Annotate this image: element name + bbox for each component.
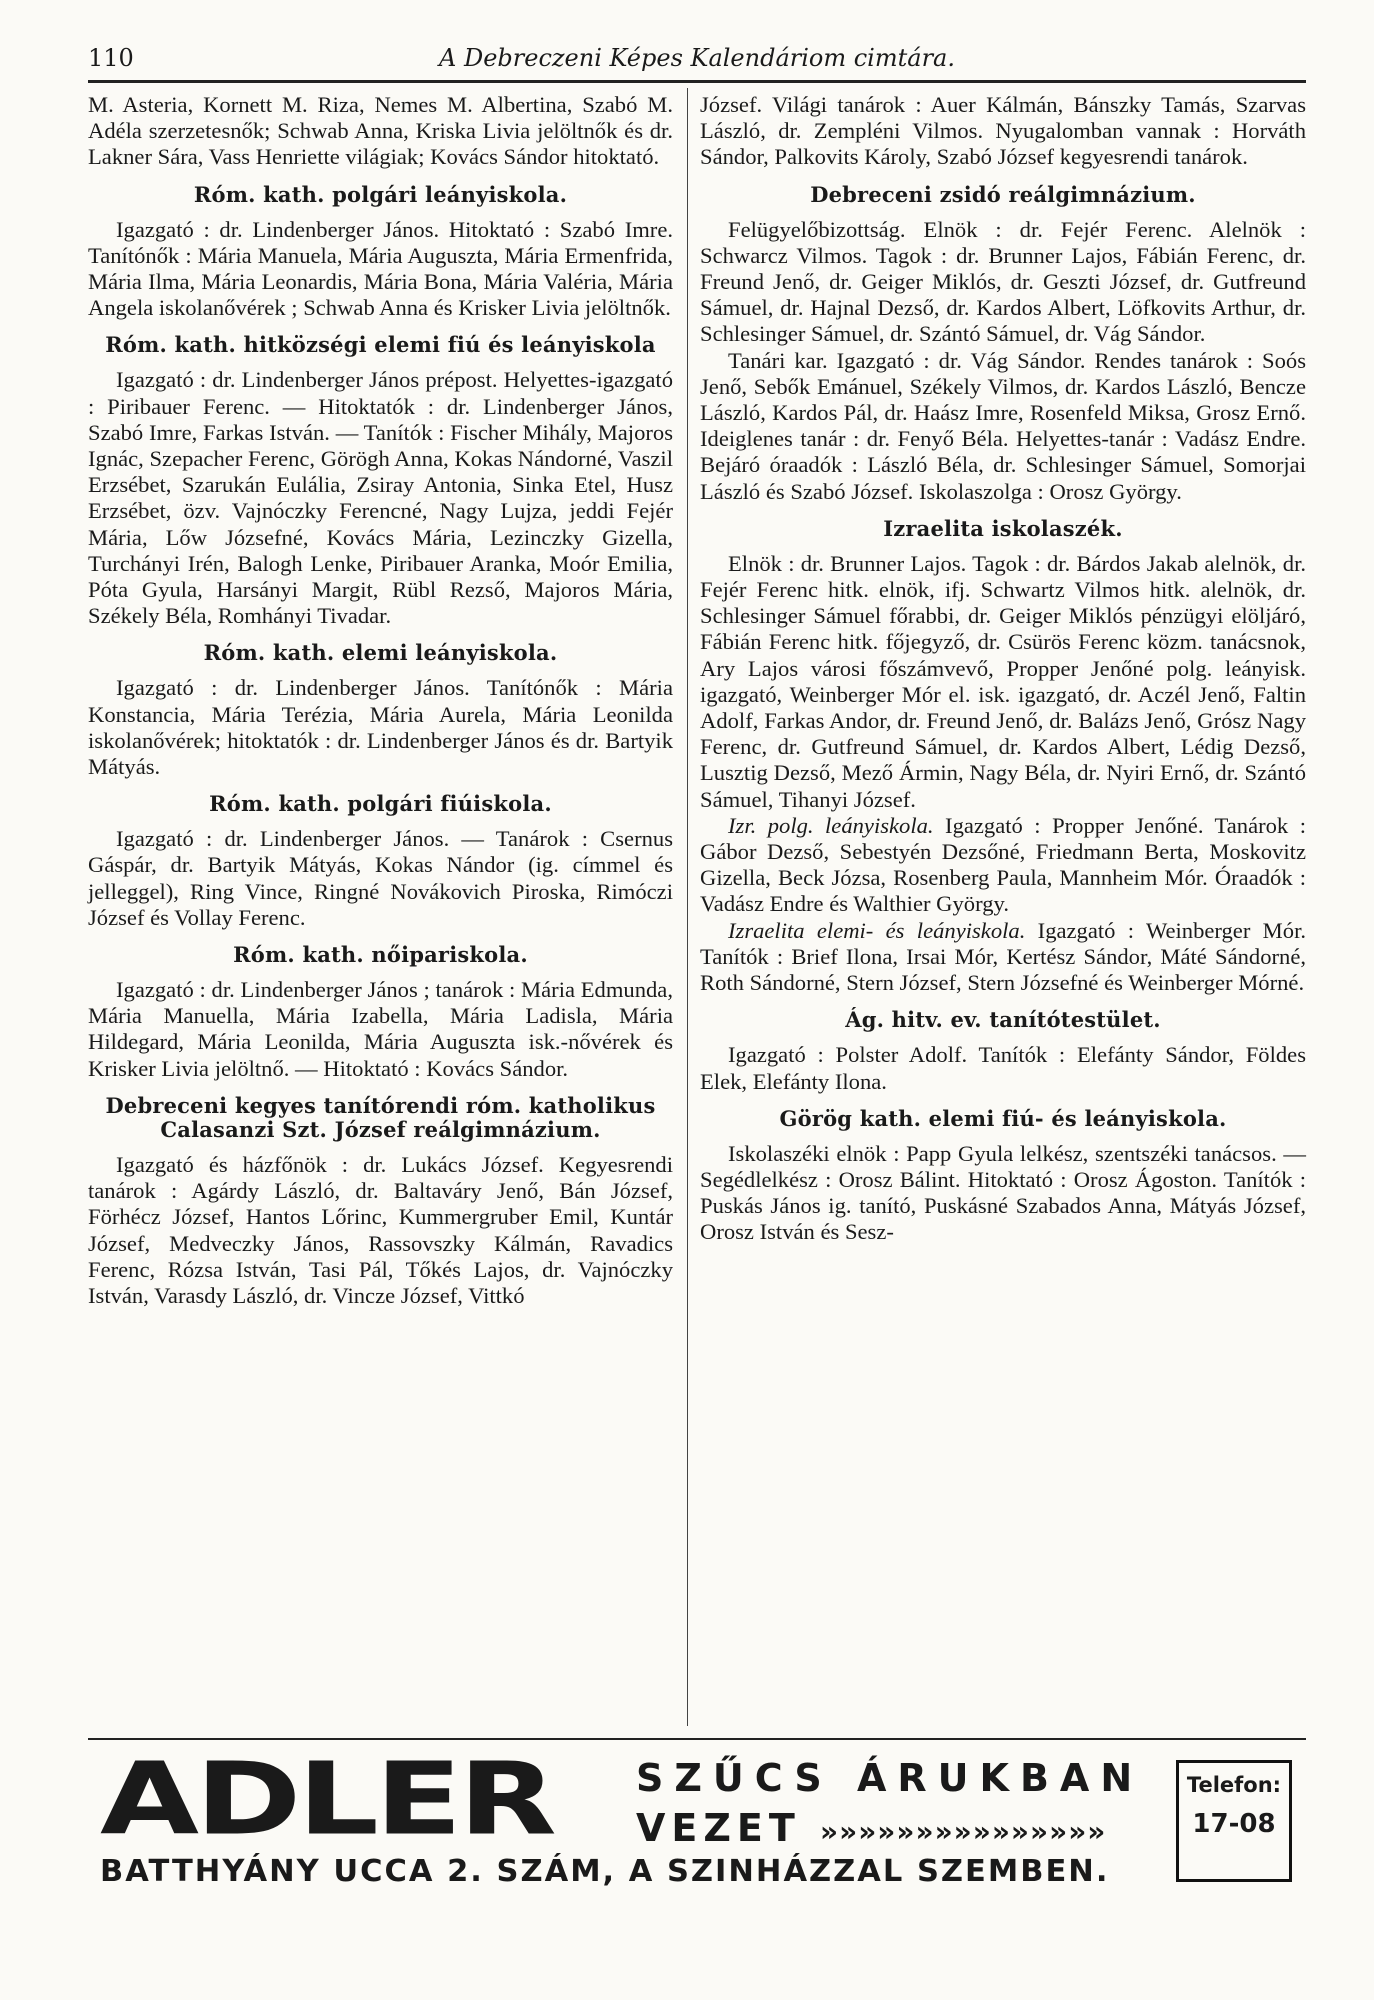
page-header [88, 40, 1306, 80]
ad-line-furs: SZŰCS ÁRUKBAN [636, 1756, 1144, 1800]
paragraph-lead: Izraelita elemi- és leányiskola. [728, 917, 1026, 943]
ad-phone-label: Telefon: [1186, 1773, 1282, 1797]
paragraph: József. Világi tanárok : Auer Kálmán, Bánszky Tamás, Szarvas László, dr. Zempléni Vilmos. Nyugalomban vannak : Horváth Sándor, Palkovits Károly, Szabó József kegyesrendi tanárok. [700, 92, 1306, 170]
paragraph: Elnök : dr. Brunner Lajos. Tagok : dr. Bárdos Jakab alelnök, dr. Fejér Ferenc hitk. elnök, ifj. Schwartz Vilmos hitk. alelnök, dr. Schlesinger Sámuel főrabbi, dr. Geiger Miklós pénzügyi elöljáró, Fábián Ferenc hitk. főjegyző, dr. Csürös Ferenc közm. tanácsnok, Ary Lajos városi főszámvevő, Propper Jenőné polg. leányisk. igazgató, Weinberger Mór el. isk. igazgató, dr. Aczél Jenő, Faltin Adolf, Farkas Andor, dr. Freund Jenő, dr. Balázs Jenő, Grósz Nagy Ferenc, dr. Gutfreund Sámuel, dr. Kardos Albert, Lédig Dezső, Lusztig Dezső, Mező Ármin, Nagy Béla, dr. Nyiri Ernő, dr. Szántó Sámuel, Tihanyi József. [700, 550, 1306, 812]
ad-line-leads [636, 1806, 1106, 1850]
ad-phone-box [1176, 1760, 1292, 1882]
section-heading: Debreceni zsidó reálgimnázium. [810, 181, 1196, 207]
header-rule [88, 80, 1306, 83]
paragraph: Tanári kar. Igazgató : dr. Vág Sándor. Rendes tanárok : Soós Jenő, Sebők Emánuel, Székely Vilmos, dr. Kardos László, Bencze László, Kardos Pál, dr. Haász Imre, Rosenfeld Miksa, Grosz Ernő. Ideiglenes tanár : dr. Fenyő Béla. Helyettes-tanár : Vadász Endre. Bejáró óraadók : László Béla, dr. Schlesinger Sámuel, Somorjai László és Szabó József. Iskolaszolga : Orosz György. [700, 347, 1306, 504]
section-heading: Róm. kath. hitközségi elemi fiú és leányiskola [105, 332, 656, 358]
section-heading: Róm. kath. nőipariskola. [233, 942, 528, 968]
section-heading: Róm. kath. polgári leányiskola. [193, 181, 568, 207]
advertisement [100, 1741, 1306, 1950]
ad-line-leads-text: VEZET [636, 1806, 801, 1850]
paragraph [700, 813, 1306, 918]
section-heading: Debreceni kegyes tanítórendi róm. katholikus Calasanzi Szt. József reálgimnázium. [105, 1092, 656, 1142]
section-heading: Ág. hitv. ev. tanítótestület. [845, 1007, 1161, 1033]
section-heading: Róm. kath. elemi leányiskola. [203, 640, 558, 666]
paragraph: M. Asteria, Kornett M. Riza, Nemes M. Albertina, Szabó M. Adéla szerzetesnők; Schwab Anna, Kriska Livia jelöltnők és dr. Lakner Sára, Vass Henriette világiak; Kovács Sándor hitoktató. [88, 92, 673, 170]
paragraph [700, 918, 1306, 997]
paragraph: Igazgató : dr. Lindenberger János prépost. Helyettes-igazgató : Piribauer Ferenc. — Hitoktatók : dr. Lindenberger János, Szabó Imre, Farkas István. — Tanítók : Fischer Mihály, Majoros Ignác, Szepacher Ferenc, Görögh Anna, Kokas Nándorné, Vaszil Erzsébet, Szarukán Eulália, Zsiray Antonia, Sinka Etel, Husz Erzsébet, özv. Vajnóczky Ferencné, Nagy Lujza, jeddi Fejér Mária, Lőw Józsefné, Kovács Mária, Lezinczky Gizella, Turchányi Irén, Balogh Lenke, Piribauer Aranka, Moór Emilia, Póta Gyula, Harsányi Margit, Rübl Rezső, Majoros Mária, Székely Béla, Romhányi Tivadar. [88, 367, 673, 629]
running-title: A Debreczeni Képes Kalendáriom cimtára. [439, 44, 955, 72]
page-number: 110 [88, 44, 134, 72]
right-column [700, 92, 1306, 1246]
paragraph: Igazgató : dr. Lindenberger János. Tanítónők : Mária Konstancia, Mária Terézia, Mária Aurela, Mária Leonilda iskolanővérek; hitoktatók : dr. Lindenberger János és dr. Bartyik Mátyás. [88, 675, 673, 780]
ad-address: BATTHYÁNY UCCA 2. SZÁM, A SZINHÁZZAL SZEMBEN. [100, 1854, 1110, 1889]
paragraph: Igazgató : dr. Lindenberger János. — Tanárok : Csernus Gáspár, dr. Bartyik Mátyás, Kokas Nándor (ig. címmel és jelleggel), Ring Vince, Ringné Novákovich Piroska, Rimóczi József és Vollay Ferenc. [88, 826, 673, 930]
paragraph-text: Igazgató : Propper Jenőné. Tanárok : Gábor Dezső, Sebestyén Dezsőné, Friedmann Berta, Moskovitz Gizella, Beck Józsa, Rosenberg Paula, Mannheim Mór. Óraadók : Vadász Endre és Walthier György. [700, 812, 1306, 917]
paragraph: Iskolaszéki elnök : Papp Gyula lelkész, szentszéki tanácsos. — Segédlelkész : Orosz Bálint. Hitoktató : Orosz Ágoston. Tanítók : Puskás János ig. tanító, Puskásné Szabados Anna, Mátyás József, Orosz István és Sesz- [700, 1140, 1306, 1245]
ad-brand-name: ADLER [100, 1741, 553, 1858]
section-heading: Görög kath. elemi fiú- és leányiskola. [779, 1105, 1227, 1131]
paragraph: Igazgató és házfőnök : dr. Lukács József. Kegyesrendi tanárok : Agárdy László, dr. Baltaváry Jenő, Bán József, Förhécz József, Hantos Lőrinc, Kummergruber Emil, Kuntár József, Medveczky János, Rassovszky Kálmán, Ravadics Ferenc, Rózsa István, Tasi Pál, Tőkés Lajos, dr. Vajnóczky István, Varasdy László, dr. Vincze József, Vittkó [88, 1151, 673, 1308]
advertisement-rule [88, 1738, 1306, 1740]
paragraph-text: Igazgató : Weinberger Mór. Tanítók : Brief Ilona, Irsai Mór, Kertész Sándor, Máté Sándorné, Roth Sándorné, Stern József, Stern Józsefné és Weinberger Mórné. [700, 917, 1306, 996]
section-heading: Róm. kath. polgári fiúiskola. [209, 791, 552, 817]
paragraph: Igazgató : dr. Lindenberger János ; tanárok : Mária Edmunda, Mária Manuella, Mária Izabella, Mária Ladisla, Mária Hildegard, Mária Leonilda, Mária Auguszta isk.-nővérek és Krisker Livia jelöltnő. — Hitoktató : Kovács Sándor. [88, 977, 673, 1081]
paragraph: Igazgató : dr. Lindenberger János. Hitoktató : Szabó Imre. Tanítónők : Mária Manuela, Mária Auguszta, Mária Ermenfrida, Mária Ilma, Mária Leonardis, Mária Bona, Mária Valéria, Mária Angela iskolanővérek ; Schwab Anna és Krisker Livia jelöltnők. [88, 216, 673, 321]
ad-arrows: »»»»»»»»»»»»»»» [820, 1815, 1107, 1848]
left-column [88, 92, 673, 1309]
paragraph-lead: Izr. polg. leányiskola. [728, 812, 934, 838]
ad-phone-number: 17-08 [1192, 1809, 1276, 1839]
column-divider [687, 88, 688, 1726]
paragraph: Igazgató : Polster Adolf. Tanítók : Elefánty Sándor, Földes Elek, Elefánty Ilona. [700, 1042, 1306, 1094]
paragraph: Felügyelőbizottság. Elnök : dr. Fejér Ferenc. Alelnök : Schwarcz Vilmos. Tagok : dr. Brunner Lajos, Fábián Ferenc, dr. Freund Jenő, dr. Geiger Miklós, dr. Geszti József, dr. Gutfreund Sámuel, dr. Hajnal Dezső, dr. Kardos Albert, Löfkovits Arthur, dr. Schlesinger Sámuel, dr. Szántó Sámuel, dr. Vág Sándor. [700, 216, 1306, 347]
section-heading: Izraelita iskolaszék. [883, 515, 1123, 541]
